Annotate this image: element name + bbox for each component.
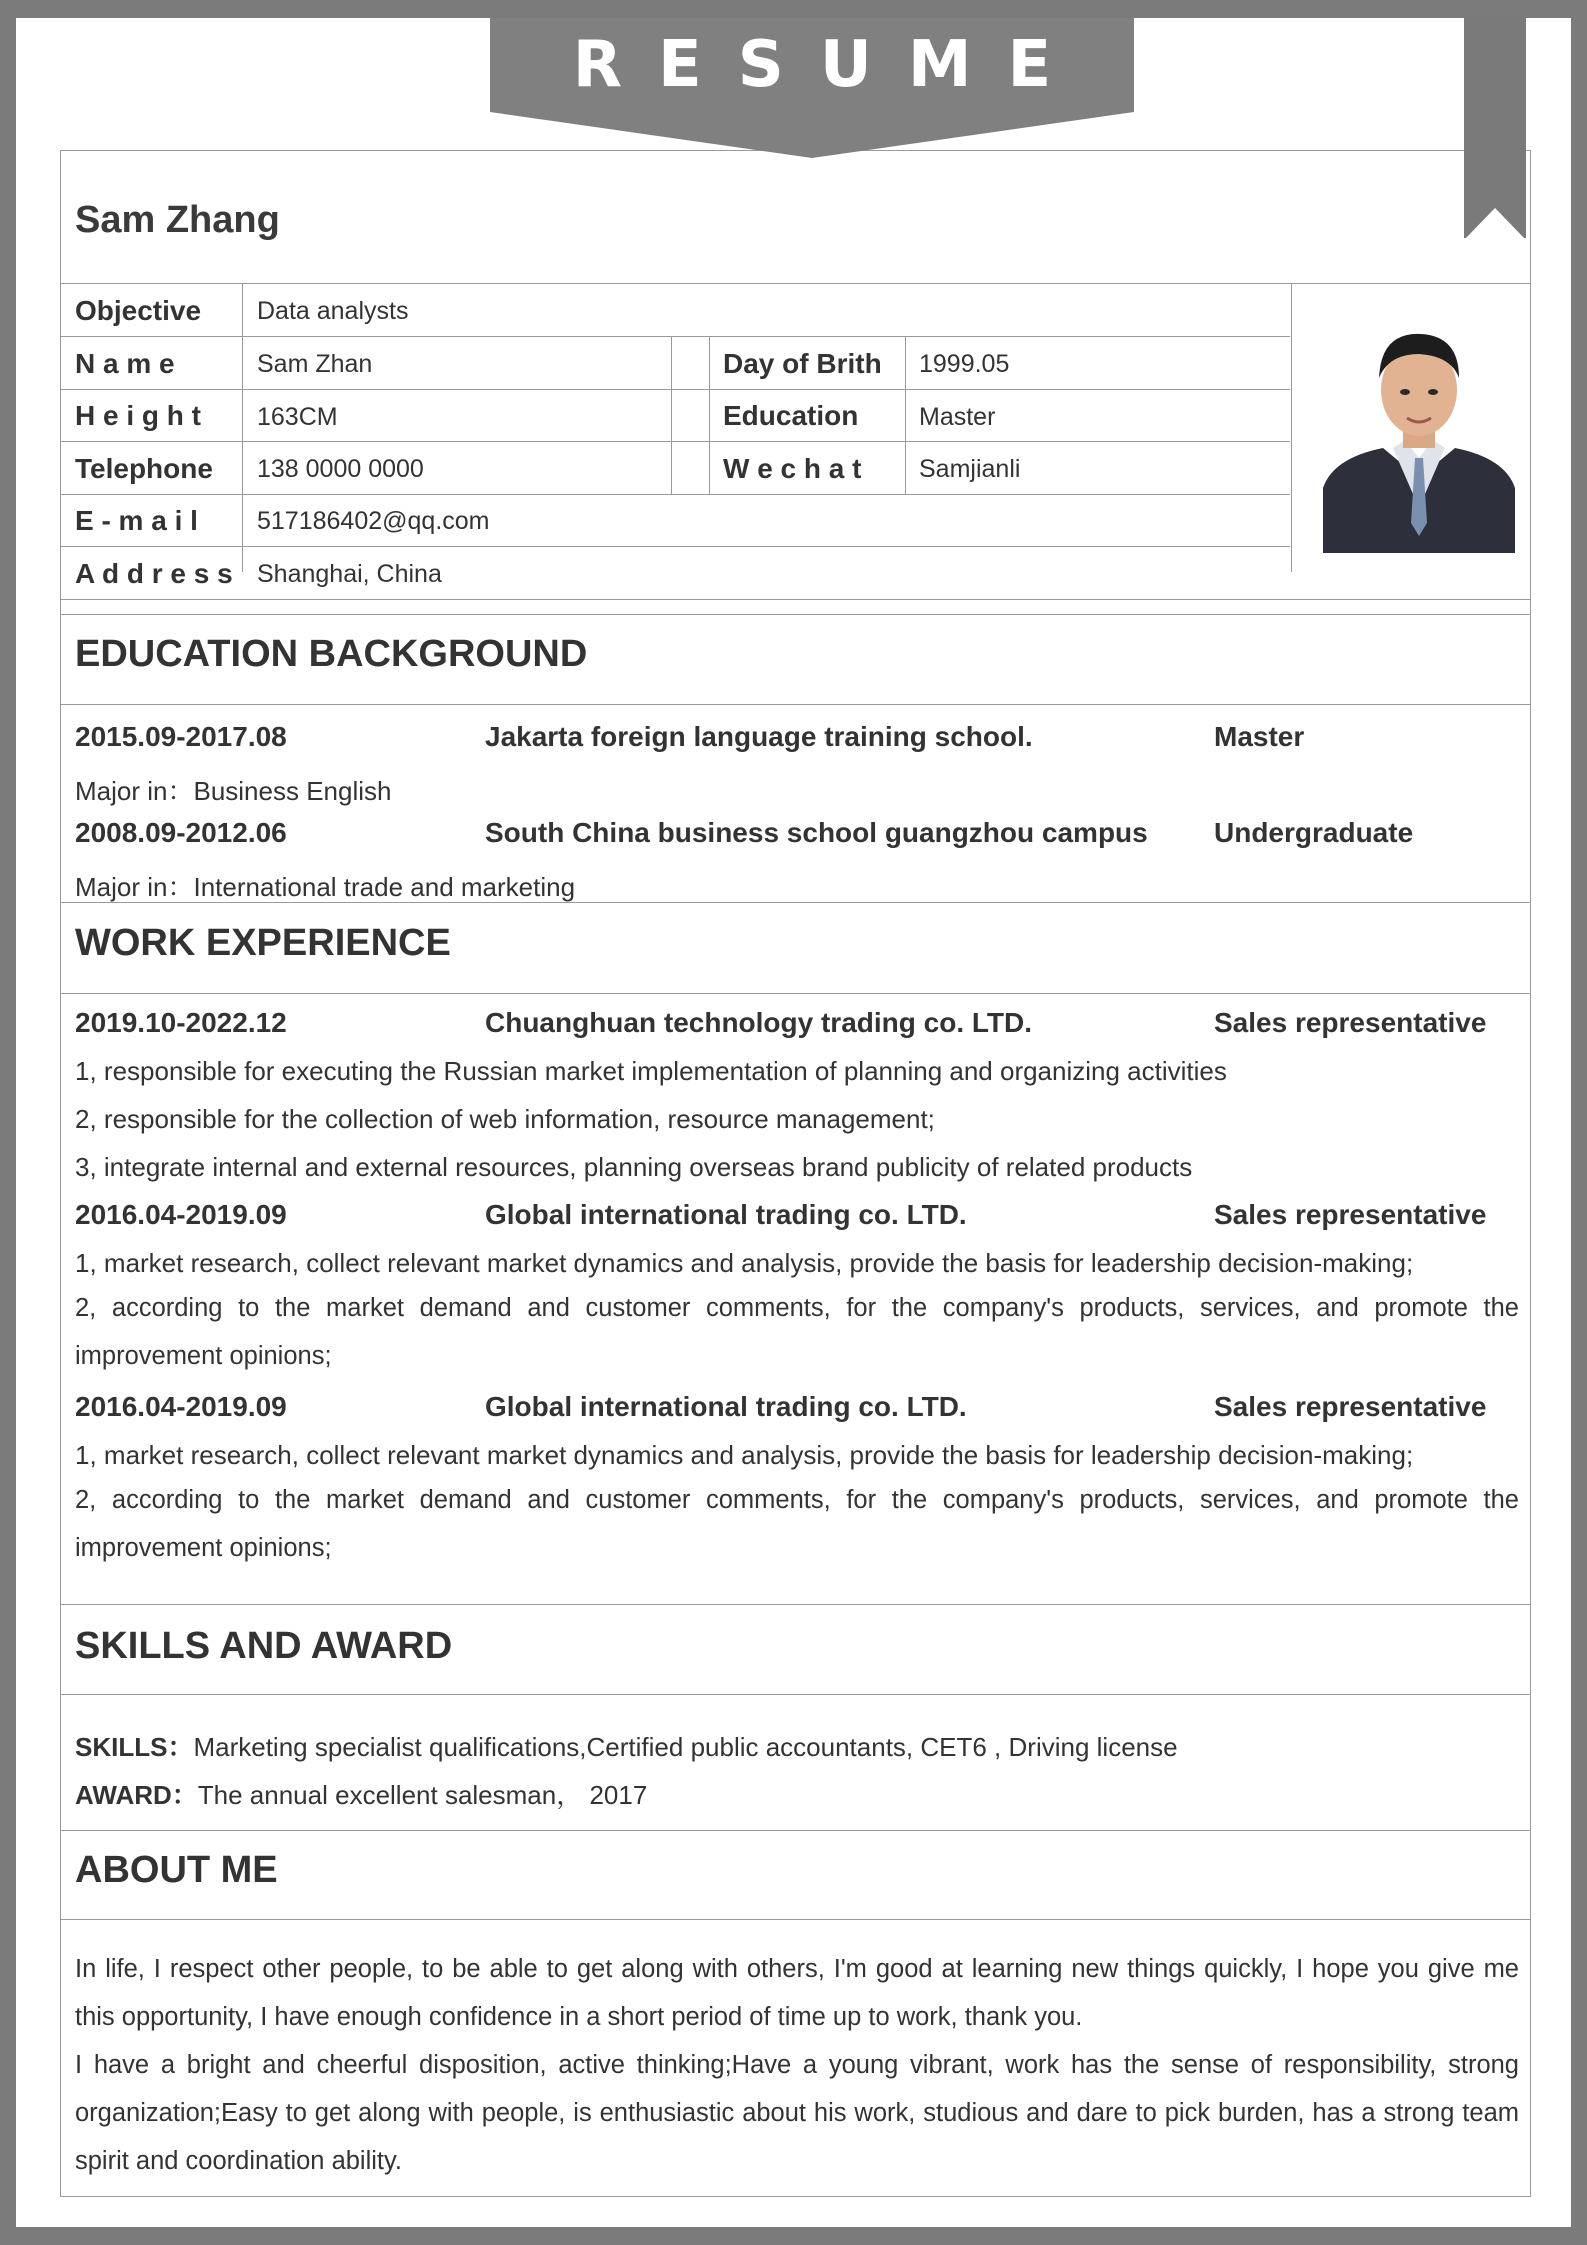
divider — [61, 902, 1530, 903]
work-line: 1, market research, collect relevant market dynamics and analysis, provide the basis for leadership decision-making; — [75, 1440, 1414, 1470]
work-line: 3, integrate internal and external resources, planning overseas brand publicity of related products — [75, 1152, 1193, 1182]
email-value: 517186402@qq.com — [257, 507, 490, 535]
award-label: AWARD： — [75, 1780, 198, 1810]
work-role: Sales representative — [1214, 1391, 1487, 1422]
work-line: 2, according to the market demand and customer comments, for the company's products, services, and promote the improvement opinions; — [75, 1294, 1519, 1370]
award-line — [75, 1775, 647, 1812]
divider — [61, 389, 1290, 390]
about-paragraph-2: I have a bright and cheerful disposition, active thinking;Have a young vibrant, work has the sense of responsibility, strong organization;Easy to get along with people, is enthusiastic about his work, studious and dare to pick burden, has a strong team spirit and coordination ability. — [75, 2051, 1519, 2175]
work-line: 2, responsible for the collection of web information, resource management; — [75, 1104, 935, 1134]
banner-point — [490, 112, 1134, 158]
divider — [709, 336, 710, 494]
divider — [61, 614, 1530, 615]
ribbon-notch — [1464, 208, 1526, 240]
divider — [671, 336, 672, 494]
candidate-name: Sam Zhang — [75, 199, 280, 241]
divider — [61, 546, 1290, 547]
skills-title: SKILLS AND AWARD — [75, 1625, 453, 1667]
divider — [61, 441, 1290, 442]
dob-label: Day of Brith — [723, 348, 882, 379]
resume-frame — [60, 150, 1531, 2197]
work-company: Global international trading co. LTD. — [485, 1391, 967, 1422]
edu-date: 2015.09-2017.08 — [75, 721, 287, 752]
objective-label: Objective — [75, 295, 202, 326]
divider — [61, 599, 1530, 600]
edu-major: Major in：Business English — [75, 776, 392, 806]
edu-date: 2008.09-2012.06 — [75, 817, 287, 848]
work-company: Global international trading co. LTD. — [485, 1199, 967, 1230]
edu-degree: Master — [1214, 721, 1305, 752]
email-label: E - m a i l — [75, 505, 198, 536]
work-date: 2019.10-2022.12 — [75, 1007, 287, 1038]
skills-text: Marketing specialist qualifications,Certified public accountants, CET6 , Driving license — [193, 1732, 1178, 1762]
skills-label: SKILLS： — [75, 1732, 194, 1762]
name-value: Sam Zhan — [257, 350, 373, 378]
wechat-value: Samjianli — [919, 455, 1021, 483]
divider — [61, 336, 1290, 337]
divider — [1291, 283, 1292, 572]
work-line: 1, responsible for executing the Russian market implementation of planning and organizing activities — [75, 1056, 1227, 1086]
about-paragraph-1: In life, I respect other people, to be able to get along with others, I'm good at learning new things quickly, I hope you give me this opportunity, I have enough confidence in a short period of time up to work, thank you. — [75, 1955, 1519, 2031]
skills-line — [75, 1727, 1178, 1764]
edu-school: South China business school guangzhou campus — [485, 817, 1148, 848]
divider — [61, 283, 1530, 284]
resume-sheet — [16, 18, 1571, 2227]
bookmark-ribbon — [1464, 18, 1526, 238]
divider — [61, 1604, 1530, 1605]
dob-value: 1999.05 — [919, 350, 1010, 378]
resume-banner: RESUME — [490, 18, 1134, 112]
divider — [61, 704, 1530, 705]
about-title: ABOUT ME — [75, 1849, 278, 1891]
address-label: A d d r e s s — [75, 558, 233, 589]
name-label: N a m e — [75, 348, 175, 379]
education-label: Education — [723, 400, 859, 431]
edu-degree: Undergraduate — [1214, 817, 1414, 848]
work-line: 2, according to the market demand and customer comments, for the company's products, services, and promote the improvement opinions; — [75, 1486, 1519, 1562]
work-title: WORK EXPERIENCE — [75, 922, 451, 964]
divider — [61, 1830, 1530, 1831]
height-label: H e i g h t — [75, 400, 201, 431]
education-title: EDUCATION BACKGROUND — [75, 633, 588, 675]
address-value: Shanghai, China — [257, 560, 442, 588]
education-value: Master — [919, 403, 996, 431]
divider — [242, 283, 243, 572]
work-company: Chuanghuan technology trading co. LTD. — [485, 1007, 1033, 1038]
telephone-value: 138 0000 0000 — [257, 455, 424, 483]
award-text: The annual excellent salesman， 2017 — [197, 1780, 648, 1810]
divider — [61, 1919, 1530, 1920]
profile-photo — [1323, 308, 1515, 553]
divider — [61, 1694, 1530, 1695]
avatar — [1323, 308, 1515, 553]
work-date: 2016.04-2019.09 — [75, 1391, 287, 1422]
divider — [905, 336, 906, 494]
edu-school: Jakarta foreign language training school. — [485, 721, 1033, 752]
height-value: 163CM — [257, 403, 338, 431]
edu-major: Major in：International trade and marketing — [75, 872, 576, 902]
work-role: Sales representative — [1214, 1199, 1487, 1230]
work-role: Sales representative — [1214, 1007, 1487, 1038]
objective-value: Data analysts — [257, 297, 409, 325]
wechat-label: W e c h a t — [723, 453, 862, 484]
divider — [61, 993, 1530, 994]
telephone-label: Telephone — [75, 453, 213, 484]
work-date: 2016.04-2019.09 — [75, 1199, 287, 1230]
divider — [61, 494, 1290, 495]
work-line: 1, market research, collect relevant market dynamics and analysis, provide the basis for leadership decision-making; — [75, 1248, 1414, 1278]
